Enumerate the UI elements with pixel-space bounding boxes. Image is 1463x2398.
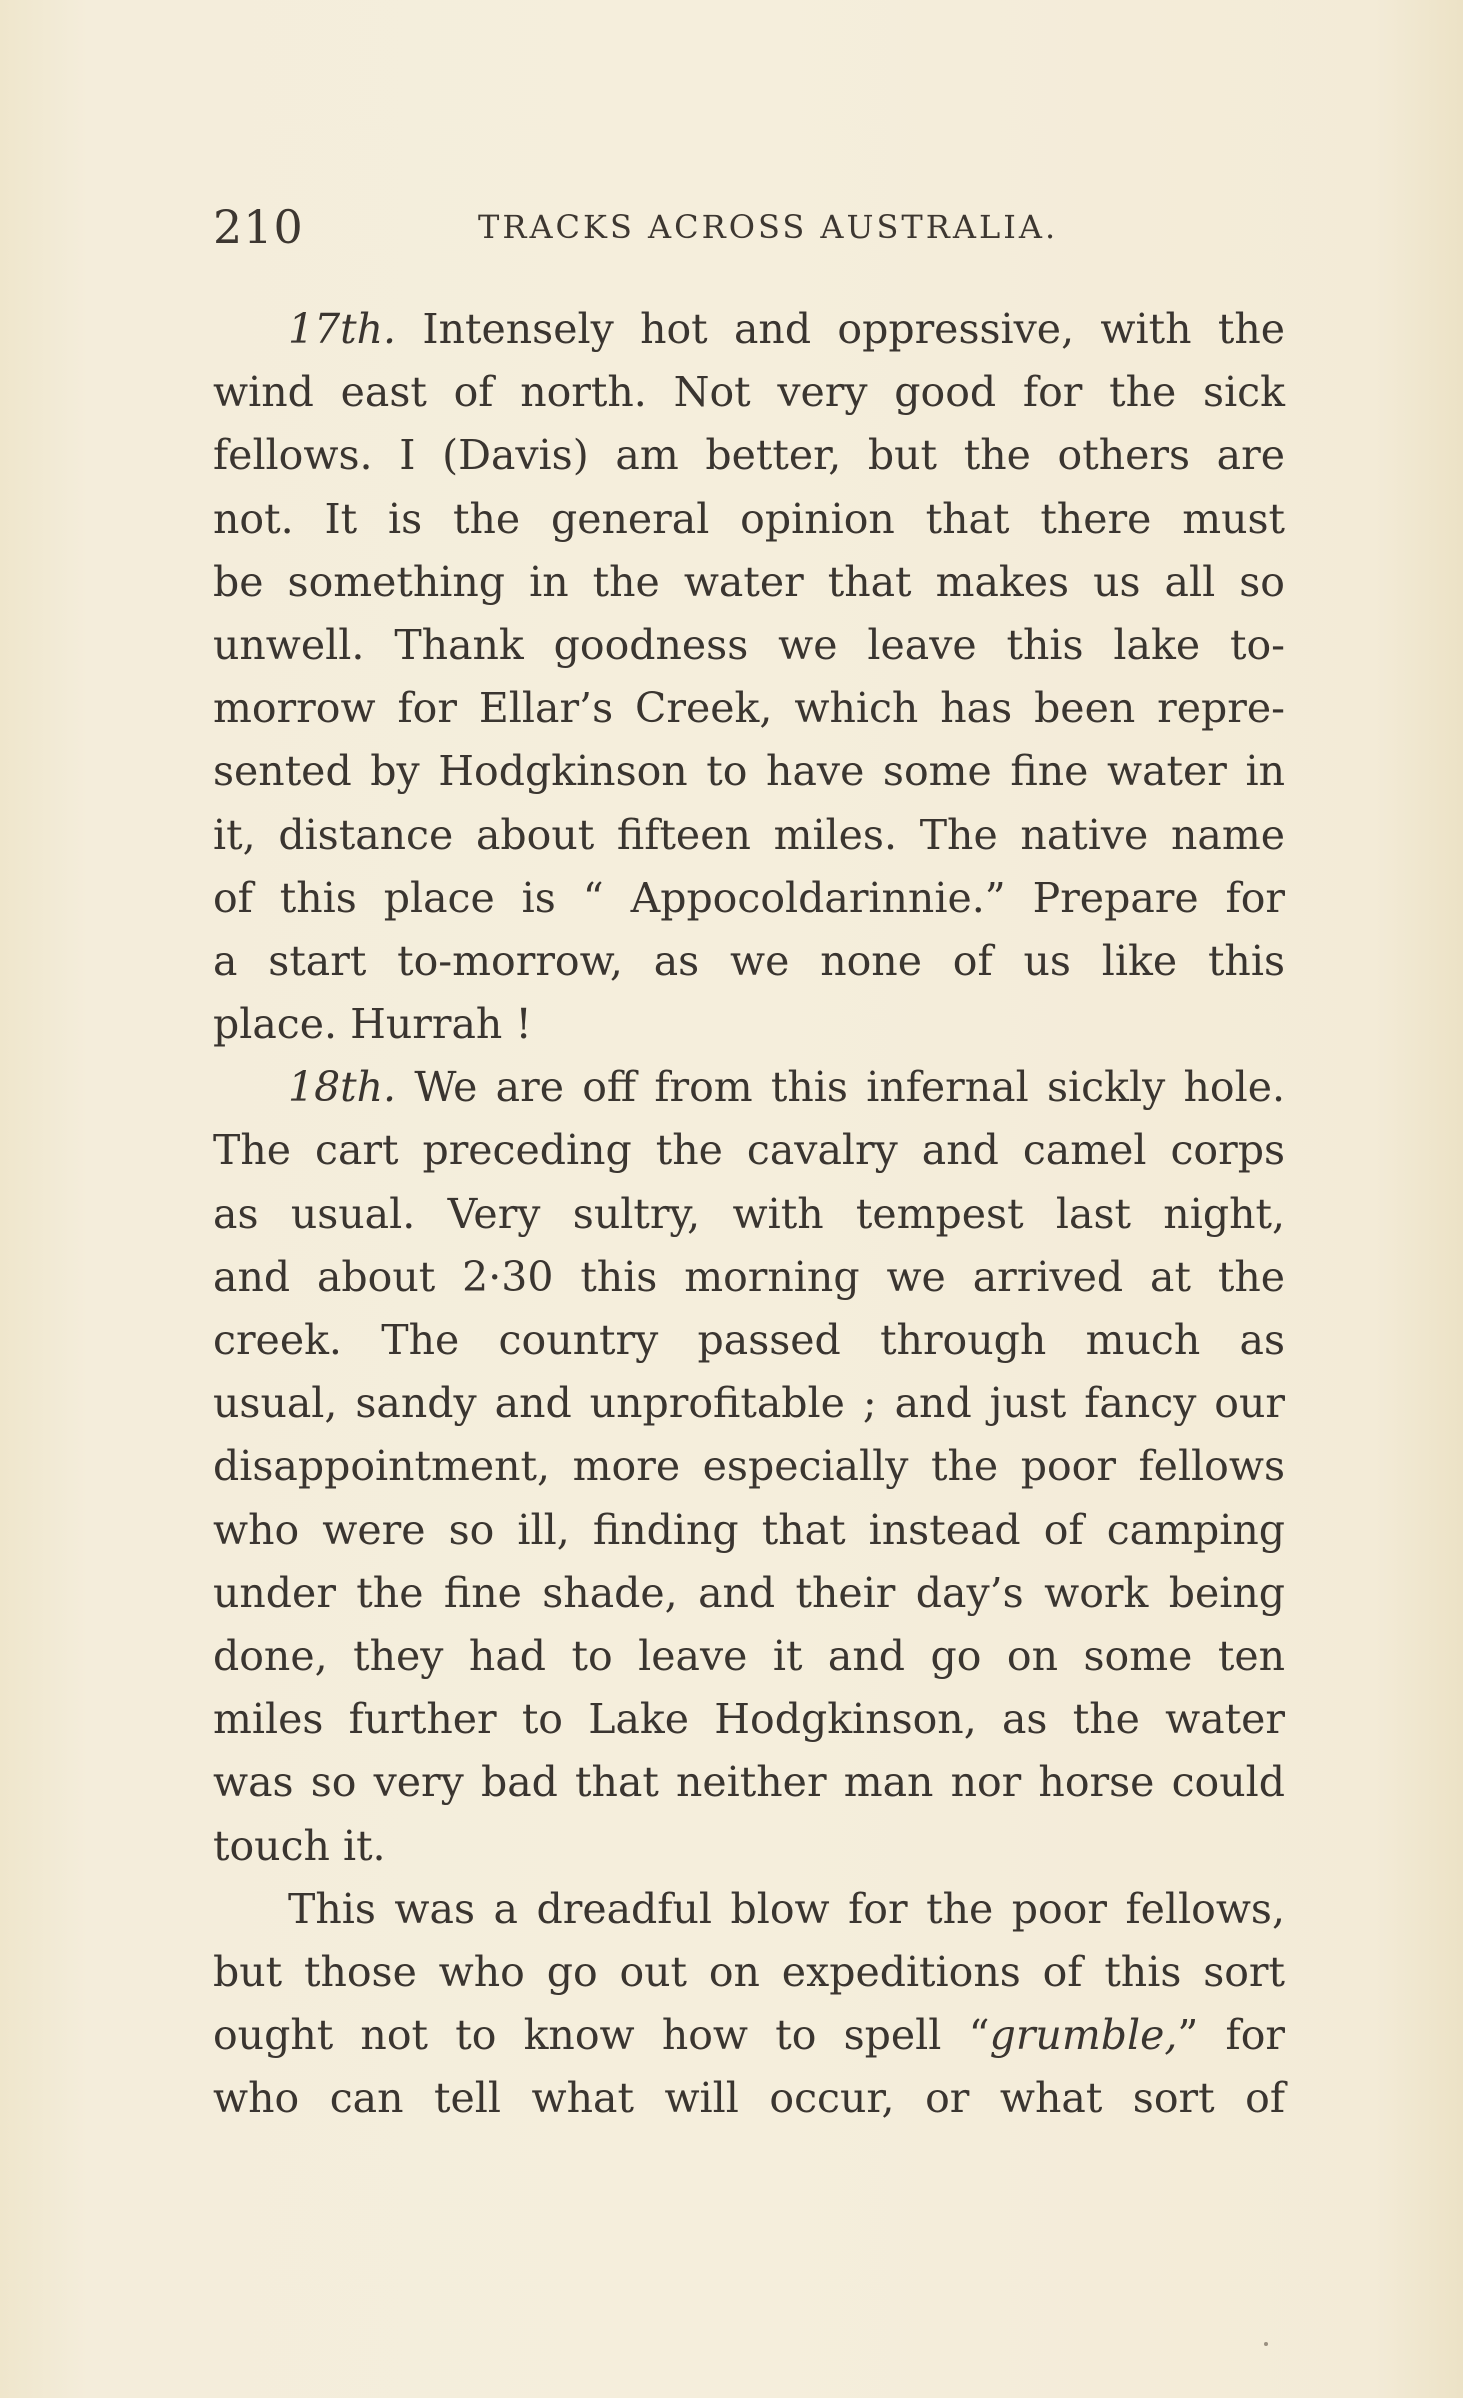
text-line: unwell. Thank goodness we leave this lake to- [213,620,1285,669]
text-line: done, they had to leave it and go on some ten [213,1631,1285,1680]
text-line: it, distance about fifteen miles. The native name [213,810,1285,859]
text-line: fellows. I (Davis) am better, but the others are [213,431,1285,480]
text-line: and about 2·30 this morning we arrived at the [213,1252,1285,1301]
line-text: ” for [1177,2011,1286,2060]
text-line: was so very bad that neither man nor horse could [213,1758,1285,1807]
line-text: We are off from this infernal sickly hole. [396,1063,1285,1112]
text-line: usual, sandy and unprofitable ; and just fancy our [213,1379,1285,1428]
line-text: ought not to know how to spell “ [213,2011,990,2060]
running-title: TRACKS ACROSS AUSTRALIA. [478,208,1059,246]
running-head [213,192,1293,262]
text-line: but those who go out on expeditions of this sort [213,1947,1285,1996]
text-line: who can tell what will occur, or what sort of [213,2074,1285,2123]
text-line: This was a dreadful blow for the poor fellows, [288,1884,1285,1933]
text-line: miles further to Lake Hodgkinson, as the water [213,1695,1285,1744]
text-line: as usual. Very sultry, with tempest last night, [213,1189,1285,1238]
text-line: The cart preceding the cavalry and camel corps [213,1126,1285,1175]
body-text [213,298,1285,2130]
text-line: a start to-morrow, as we none of us like this [213,936,1285,985]
entry-date: 17th. [288,305,397,353]
text-line: touch it. [213,1821,386,1870]
text-line [213,1056,1285,1119]
text-line [213,298,1285,361]
text-line: morrow for Ellar’s Creek, which has been repre- [213,684,1285,733]
text-line: wind east of north. Not very good for the sick [213,368,1285,417]
text-line: place. Hurrah ! [213,1000,532,1049]
text-line: of this place is “ Appocoldarinnie.” Prepare for [213,873,1285,922]
italic-word: grumble, [989,2011,1178,2060]
entry-date: 18th. [288,1063,397,1112]
page-number: 210 [213,200,304,254]
text-line: who were so ill, finding that instead of camping [213,1505,1285,1554]
text-line: disappointment, more especially the poor fellows [213,1442,1285,1491]
text-line: not. It is the general opinion that there must [213,494,1285,543]
text-line: creek. The country passed through much as [213,1316,1285,1364]
text-line: be something in the water that makes us all so [213,557,1285,606]
text-line: under the fine shade, and their day’s work being [213,1568,1285,1617]
line-text: Intensely hot and oppressive, with the [396,305,1285,353]
text-line [213,2004,1285,2067]
paper-speck [1264,2342,1268,2346]
text-line: sented by Hodgkinson to have some fine water in [213,747,1285,796]
